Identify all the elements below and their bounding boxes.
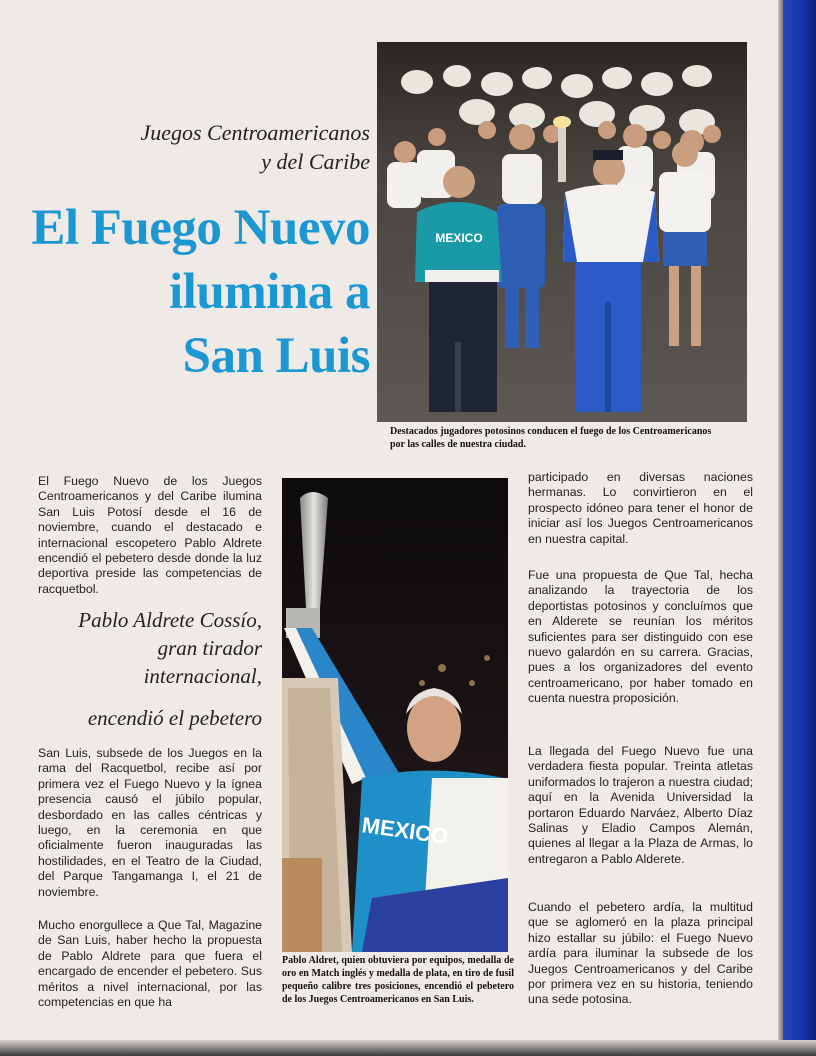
photo-torch-relay (377, 42, 747, 422)
article-kicker (100, 118, 370, 176)
photo-pablo-aldrete (282, 478, 508, 952)
kicker-line-1: Juegos Centroamericanos (140, 120, 370, 145)
photo-torch-relay-image (377, 42, 747, 422)
pull-quote-line-2: gran tirador (157, 636, 262, 660)
pull-quote-line-1: Pablo Aldrete Cossío, (78, 608, 262, 632)
pull-quote-line-4: encendió el pebetero (87, 706, 262, 730)
headline-line-3: San Luis (182, 328, 370, 384)
headline-line-2: ilumina a (169, 264, 370, 320)
top-photo-caption (390, 425, 750, 451)
kicker-line-2: y del Caribe (261, 149, 370, 174)
mid-shirt-text: MEXICO (360, 812, 450, 849)
next-page-edge (783, 0, 816, 1056)
bottom-edge-shadow (0, 1040, 816, 1056)
headline-line-1: El Fuego Nuevo (31, 200, 370, 256)
paragraph-2: San Luis, subsede de los Juegos en la rama del Racquetbol, recibe así por primera vez el Fuego Nuevo y la ígnea presencia causó el júbilo popular, desbordado en las calles céntricas y luego, en la ceremonia en que oficialmente fueron inauguradas las hostilidades, en el Teatro de la Ciudad, del Parque Tangamanga I, el 21 de noviembre. (38, 746, 262, 899)
top-caption-line-2: por las calles de nuestra ciudad. (390, 439, 526, 450)
paragraph-3: Mucho enorgullece a Que Tal, Magazine de San Luis, haber hecho la propuesta de Pablo Aldrete para que fuera el encargado de encender el pebetero. Sus méritos a nivel internacional, por las competencias en que ha (38, 918, 262, 1010)
paragraph-6: La llegada del Fuego Nuevo fue una verdadera fiesta popular. Treinta atletas uniformados lo trajeron a nuestra ciudad; aquí en la Avenida Universidad la portaron Eduardo Narváez, Alberto Díaz Salinas y Eladio Campos Alemán, quienes al llegar a la Plaza de Armas, lo entregaron a Pablo Alderete. (528, 744, 753, 866)
mid-photo-caption: Pablo Aldret, quien obtuviera por equipos, medalla de oro en Match inglés y medalla de plata, en tiro de fusil pequeño calibre tres posiciones, encendió el pebetero de los Juegos Centroamericanos en San Luis. (282, 955, 514, 1005)
pull-quote (40, 606, 262, 732)
pull-quote-line-3: internacional, (143, 664, 262, 688)
photo-pablo-aldrete-image (282, 478, 508, 952)
paragraph-7: Cuando el pebetero ardía, la multitud que se aglomeró en la plaza principal hizo estallar su júbilo: el Fuego Nuevo ardía para iluminar la subsede de los Juegos Centroamericanos y del Caribe por primera vez en su historia, teniendo una sede potosina. (528, 900, 753, 1007)
paragraph-5: Fue una propuesta de Que Tal, hecha analizando la trayectoria de los deportistas potosinos y concluímos que en Alderete se reunían los méritos suficientes para ser distinguido con ese nuevo galardón en su carrera. Gracias, pues a los organizadores del evento centroamericano, por haber tomado en cuenta nuestra proposición. (528, 568, 753, 706)
top-caption-line-1: Destacados jugadores potosinos conducen el fuego de los Centroamericanos (390, 426, 712, 437)
paragraph-1: El Fuego Nuevo de los Juegos Centroamericanos y del Caribe ilumina San Luis Potosí desde el 16 de noviembre, cuando el destacado e internacional escopetero Pablo Aldrete encendió el pebetero desde donde la luz deportiva preside las competencias de racquetbol. (38, 474, 262, 596)
top-shirt-text: MEXICO (435, 231, 483, 245)
paragraph-4: participado en diversas naciones hermanas. Lo convirtieron en el prospecto idóneo para tener el honor de iniciar así los Juegos Centroamericanos en nuestra capital. (528, 470, 753, 546)
article-headline (10, 196, 370, 388)
